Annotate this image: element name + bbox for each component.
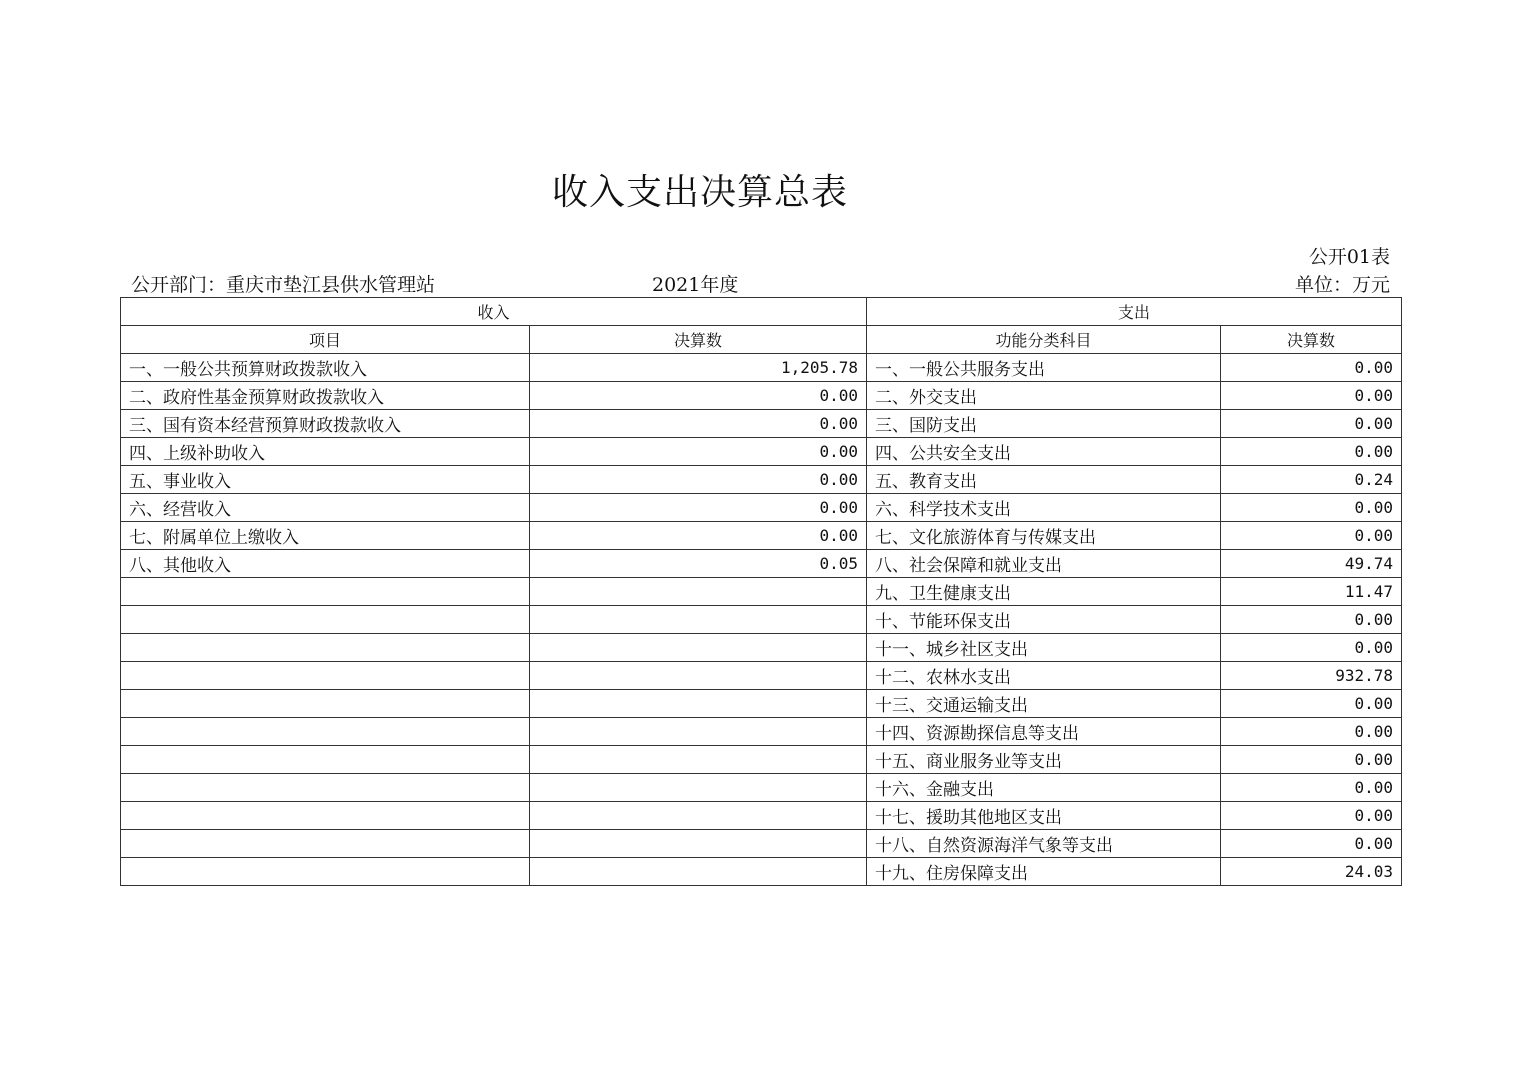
income-amount-cell bbox=[530, 746, 867, 774]
expense-amount-cell: 0.00 bbox=[1221, 494, 1402, 522]
expense-amount-cell: 11.47 bbox=[1221, 578, 1402, 606]
table-row bbox=[121, 662, 1402, 690]
expense-item-cell: 十八、自然资源海洋气象等支出 bbox=[867, 830, 1221, 858]
income-item-cell bbox=[121, 802, 530, 830]
income-amount-cell: 0.00 bbox=[530, 438, 867, 466]
table-row bbox=[121, 354, 1402, 382]
expense-item-cell: 十二、农林水支出 bbox=[867, 662, 1221, 690]
expense-amount-cell: 0.00 bbox=[1221, 410, 1402, 438]
expense-group-header: 支出 bbox=[867, 298, 1402, 326]
income-amount-cell bbox=[530, 606, 867, 634]
expense-item-cell: 十六、金融支出 bbox=[867, 774, 1221, 802]
income-expense-table bbox=[120, 297, 1402, 886]
income-item-cell bbox=[121, 606, 530, 634]
table-row bbox=[121, 410, 1402, 438]
income-amount-cell: 0.00 bbox=[530, 466, 867, 494]
meta-row bbox=[131, 270, 1390, 296]
income-amount-header: 决算数 bbox=[530, 326, 867, 354]
income-amount-cell bbox=[530, 830, 867, 858]
expense-amount-cell: 0.00 bbox=[1221, 718, 1402, 746]
income-item-cell bbox=[121, 662, 530, 690]
expense-item-cell: 十九、住房保障支出 bbox=[867, 858, 1221, 886]
table-row bbox=[121, 802, 1402, 830]
expense-item-cell: 十七、援助其他地区支出 bbox=[867, 802, 1221, 830]
income-amount-cell: 0.00 bbox=[530, 494, 867, 522]
expense-item-cell: 九、卫生健康支出 bbox=[867, 578, 1221, 606]
table-row bbox=[121, 606, 1402, 634]
department-label: 公开部门：重庆市垫江县供水管理站 bbox=[131, 274, 436, 296]
expense-amount-cell: 0.00 bbox=[1221, 774, 1402, 802]
expense-amount-cell: 0.00 bbox=[1221, 746, 1402, 774]
unit-label: 单位：万元 bbox=[1294, 274, 1390, 296]
income-amount-cell bbox=[530, 802, 867, 830]
income-item-cell bbox=[121, 858, 530, 886]
table-row bbox=[121, 522, 1402, 550]
income-amount-cell: 0.00 bbox=[530, 522, 867, 550]
income-item-header: 项目 bbox=[121, 326, 530, 354]
expense-amount-cell: 0.00 bbox=[1221, 802, 1402, 830]
table-row bbox=[121, 634, 1402, 662]
income-amount-cell bbox=[530, 858, 867, 886]
expense-item-cell: 十五、商业服务业等支出 bbox=[867, 746, 1221, 774]
table-body bbox=[121, 354, 1402, 886]
table-row bbox=[121, 578, 1402, 606]
table-row bbox=[121, 466, 1402, 494]
income-item-cell bbox=[121, 690, 530, 718]
income-item-cell bbox=[121, 578, 530, 606]
income-amount-cell bbox=[530, 634, 867, 662]
expense-amount-cell: 0.00 bbox=[1221, 438, 1402, 466]
expense-amount-cell: 0.00 bbox=[1221, 354, 1402, 382]
table-row bbox=[121, 690, 1402, 718]
expense-item-cell: 三、国防支出 bbox=[867, 410, 1221, 438]
group-header-row bbox=[121, 298, 1402, 326]
expense-amount-cell: 0.24 bbox=[1221, 466, 1402, 494]
document-title: 收入支出决算总表 bbox=[551, 172, 848, 213]
expense-item-cell: 十、节能环保支出 bbox=[867, 606, 1221, 634]
income-item-cell bbox=[121, 830, 530, 858]
expense-item-cell: 一、一般公共服务支出 bbox=[867, 354, 1221, 382]
expense-amount-cell: 932.78 bbox=[1221, 662, 1402, 690]
expense-item-cell: 八、社会保障和就业支出 bbox=[867, 550, 1221, 578]
column-header-row bbox=[121, 326, 1402, 354]
fiscal-year-label: 2021年度 bbox=[652, 274, 739, 296]
table-row bbox=[121, 382, 1402, 410]
income-item-cell: 六、经营收入 bbox=[121, 494, 530, 522]
expense-amount-cell: 0.00 bbox=[1221, 522, 1402, 550]
income-amount-cell bbox=[530, 718, 867, 746]
income-amount-cell: 0.00 bbox=[530, 410, 867, 438]
expense-item-header: 功能分类科目 bbox=[867, 326, 1221, 354]
expense-amount-header: 决算数 bbox=[1221, 326, 1402, 354]
table-row bbox=[121, 746, 1402, 774]
income-item-cell bbox=[121, 746, 530, 774]
income-item-cell bbox=[121, 774, 530, 802]
income-amount-cell bbox=[530, 662, 867, 690]
expense-item-cell: 十一、城乡社区支出 bbox=[867, 634, 1221, 662]
expense-amount-cell: 0.00 bbox=[1221, 634, 1402, 662]
income-item-cell: 三、国有资本经营预算财政拨款收入 bbox=[121, 410, 530, 438]
expense-amount-cell: 0.00 bbox=[1221, 690, 1402, 718]
income-item-cell: 四、上级补助收入 bbox=[121, 438, 530, 466]
expense-amount-cell: 0.00 bbox=[1221, 606, 1402, 634]
income-amount-cell: 0.00 bbox=[530, 382, 867, 410]
expense-item-cell: 七、文化旅游体育与传媒支出 bbox=[867, 522, 1221, 550]
table-row bbox=[121, 830, 1402, 858]
expense-amount-cell: 0.00 bbox=[1221, 830, 1402, 858]
income-group-header: 收入 bbox=[121, 298, 867, 326]
expense-item-cell: 二、外交支出 bbox=[867, 382, 1221, 410]
income-item-cell bbox=[121, 634, 530, 662]
income-item-cell: 一、一般公共预算财政拨款收入 bbox=[121, 354, 530, 382]
expense-item-cell: 十三、交通运输支出 bbox=[867, 690, 1221, 718]
expense-item-cell: 五、教育支出 bbox=[867, 466, 1221, 494]
expense-item-cell: 六、科学技术支出 bbox=[867, 494, 1221, 522]
expense-item-cell: 十四、资源勘探信息等支出 bbox=[867, 718, 1221, 746]
income-amount-cell bbox=[530, 774, 867, 802]
income-item-cell: 二、政府性基金预算财政拨款收入 bbox=[121, 382, 530, 410]
expense-amount-cell: 49.74 bbox=[1221, 550, 1402, 578]
table-number: 公开01表 bbox=[1308, 246, 1390, 268]
expense-amount-cell: 0.00 bbox=[1221, 382, 1402, 410]
table-row bbox=[121, 858, 1402, 886]
table-row bbox=[121, 494, 1402, 522]
table-row bbox=[121, 718, 1402, 746]
expense-item-cell: 四、公共安全支出 bbox=[867, 438, 1221, 466]
income-amount-cell bbox=[530, 578, 867, 606]
income-item-cell bbox=[121, 718, 530, 746]
income-amount-cell: 0.05 bbox=[530, 550, 867, 578]
expense-amount-cell: 24.03 bbox=[1221, 858, 1402, 886]
table-row bbox=[121, 550, 1402, 578]
income-item-cell: 八、其他收入 bbox=[121, 550, 530, 578]
income-amount-cell bbox=[530, 690, 867, 718]
table-row bbox=[121, 438, 1402, 466]
income-amount-cell: 1,205.78 bbox=[530, 354, 867, 382]
income-item-cell: 七、附属单位上缴收入 bbox=[121, 522, 530, 550]
income-item-cell: 五、事业收入 bbox=[121, 466, 530, 494]
table-row bbox=[121, 774, 1402, 802]
